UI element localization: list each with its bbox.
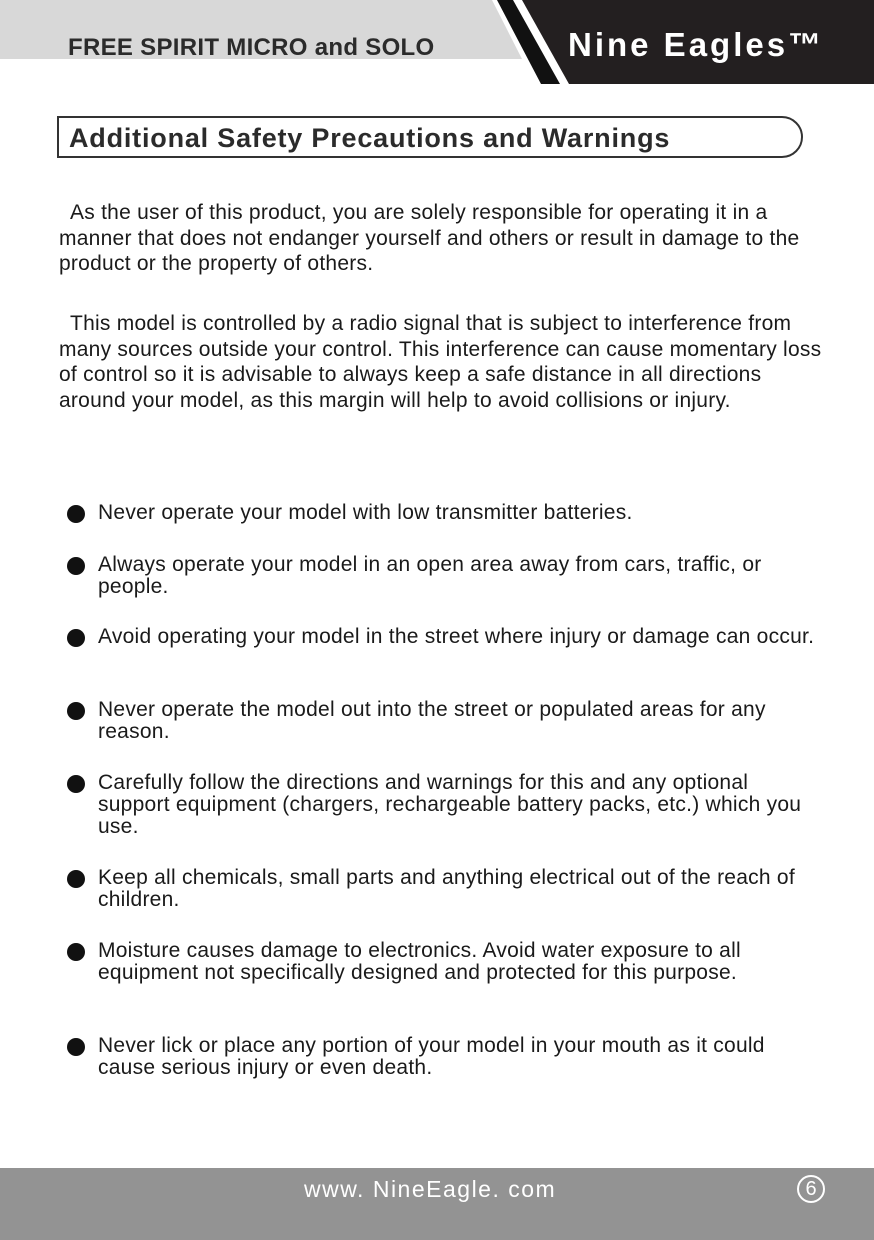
bullet-dot-icon	[67, 943, 85, 961]
product-title: FREE SPIRIT MICRO and SOLO	[68, 34, 435, 61]
list-item-text: Avoid operating your model in the street where injury or damage can occur.	[98, 625, 815, 648]
page-footer	[0, 1168, 874, 1240]
section-heading: Additional Safety Precautions and Warnings	[69, 123, 671, 153]
page-header	[0, 0, 874, 84]
list-item-text: Never operate your model with low transmitter batteries.	[98, 501, 633, 524]
bullet-dot-icon	[67, 629, 85, 647]
radio-interference-paragraph: This model is controlled by a radio signal that is subject to interference from many sources outside your control. This interference can cause momentary loss of control so it is advisable to always keep a safe distance in all directions around your model, as this margin will help to avoid collisions or injury.	[59, 312, 822, 412]
list-item-text: Never lick or place any portion of your model in your mouth as it could cause serious injury or even death.	[98, 1034, 765, 1079]
list-item-text: Keep all chemicals, small parts and anything electrical out of the reach of children.	[98, 866, 795, 911]
list-item-text: Moisture causes damage to electronics. Avoid water exposure to all equipment not specifically designed and protected for this purpose.	[98, 939, 741, 984]
bullet-dot-icon	[67, 870, 85, 888]
section-heading-box	[57, 116, 803, 158]
bullet-dot-icon	[67, 1038, 85, 1056]
bullet-dot-icon	[67, 775, 85, 793]
bullet-dot-icon	[67, 505, 85, 523]
page-number-badge: 6	[797, 1175, 825, 1203]
bullet-dot-icon	[67, 702, 85, 720]
intro-paragraph: As the user of this product, you are solely responsible for operating it in a manner that does not endanger yourself and others or result in damage to the product or the property of others.	[59, 201, 800, 275]
bullet-dot-icon	[67, 557, 85, 575]
list-item-text: Always operate your model in an open area away from cars, traffic, or people.	[98, 553, 762, 598]
list-item-text: Carefully follow the directions and warnings for this and any optional support equipment (chargers, rechargeable battery packs, etc.) which you use.	[98, 771, 802, 838]
website-url: www. NineEagle. com	[304, 1176, 557, 1202]
list-item-text: Never operate the model out into the street or populated areas for any reason.	[98, 698, 766, 743]
brand-logo-text: Nine Eagles™	[568, 26, 825, 63]
